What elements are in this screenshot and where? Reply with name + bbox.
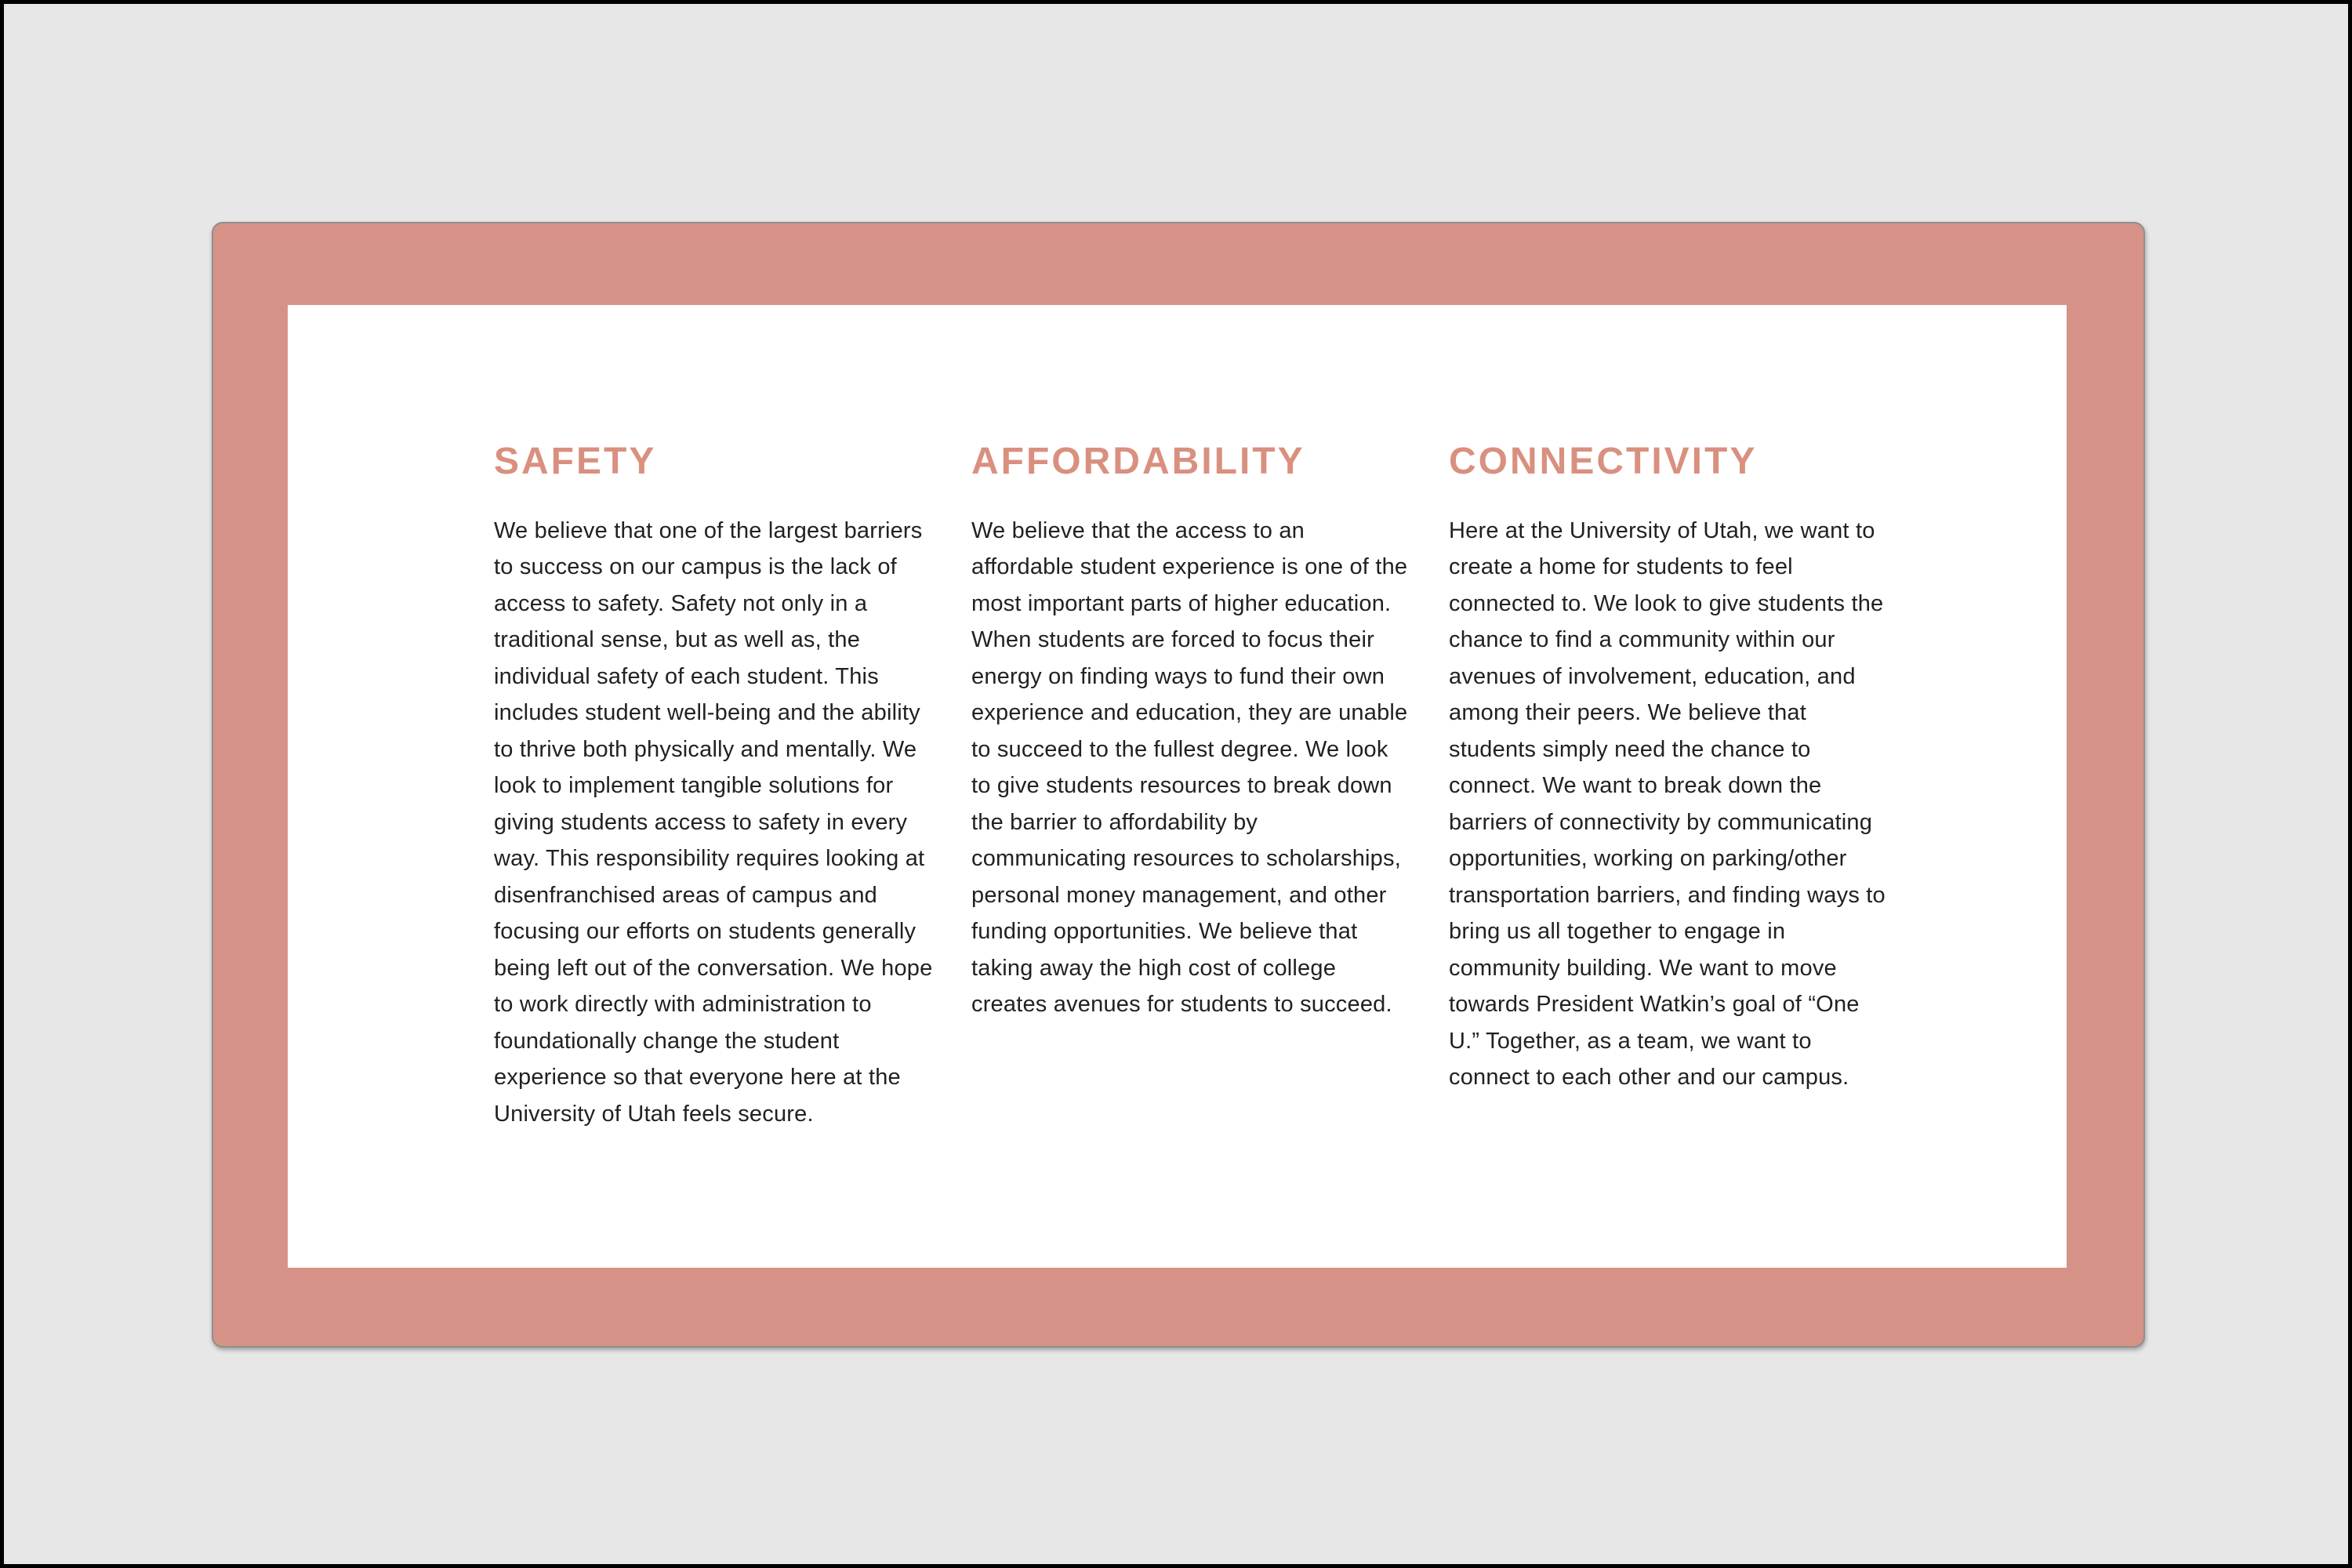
column-affordability-body: We believe that the access to an affordable student experience is one of the most important parts of higher education. When students are forced to focus their energy on finding ways to fund their own experience and education, they are unable to succeed to the fullest degree. We look to give students resources to break down the barrier to affordability by communicating resources to scholarships, personal money management, and other funding opportunities. We believe that taking away the high cost of college creates avenues for students to succeed. bbox=[971, 517, 1408, 1018]
column-affordability-title: AFFORDABILITY bbox=[971, 441, 1305, 482]
column-safety-title: SAFETY bbox=[494, 441, 657, 482]
column-safety bbox=[494, 439, 933, 1132]
column-connectivity-body: Here at the University of Utah, we want to create a home for students to feel connected to. We look to give students the chance to find a community within our avenues of involvement, education, and among their peers. We believe that students simply need the chance to connect. We want to break down the barriers of connectivity by communicating opportunities, working on parking/other transportation barriers, and finding ways to bring us all together to engage in community building. We want to move towards President Watkin’s goal of “One U.” Together, as a team, we want to connect to each other and our campus. bbox=[1449, 517, 1886, 1091]
slide-frame bbox=[212, 222, 2145, 1348]
columns-container bbox=[494, 439, 1888, 1132]
column-affordability bbox=[971, 439, 1410, 1132]
column-connectivity-title: CONNECTIVITY bbox=[1449, 441, 1758, 482]
column-safety-body: We believe that one of the largest barriers to success on our campus is the lack of access to safety. Safety not only in a traditional sense, but as well as, the individual safety of each student. This includes student well-being and the ability to thrive both physically and mentally. We look to implement tangible solutions for giving students access to safety in every way. This responsibility requires looking at disenfranchised areas of campus and focusing our efforts on students generally being left out of the conversation. We hope to work directly with administration to foundationally change the student experience so that everyone here at the University of Utah feels secure. bbox=[494, 517, 933, 1127]
column-connectivity bbox=[1449, 439, 1888, 1132]
slide-card bbox=[288, 305, 2067, 1268]
